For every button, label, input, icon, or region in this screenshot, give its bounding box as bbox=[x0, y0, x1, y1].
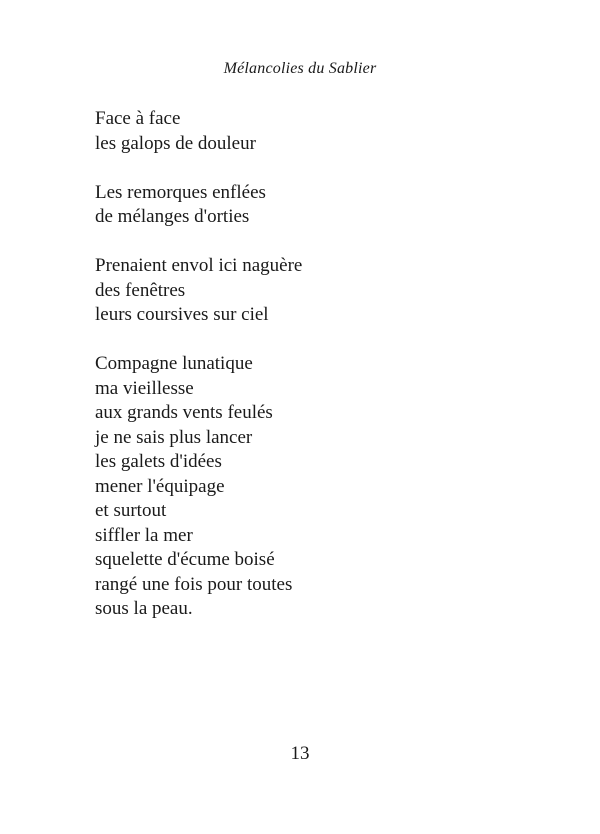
poem-line: des fenêtres bbox=[95, 279, 186, 301]
poem-line: rangé une fois pour toutes bbox=[95, 573, 293, 595]
stanza-1 bbox=[95, 107, 302, 156]
poem-line: et surtout bbox=[95, 500, 167, 521]
poem-line: Face à face bbox=[95, 108, 181, 129]
running-title: Mélancolies du Sablier bbox=[223, 60, 377, 77]
poem-line: les galops de douleur bbox=[95, 132, 256, 154]
poem-line: leurs coursives sur ciel bbox=[95, 304, 269, 325]
stanza-4 bbox=[95, 352, 302, 622]
poem-line: de mélanges d'orties bbox=[95, 206, 250, 227]
poem-line: ma vieillesse bbox=[95, 377, 194, 399]
stanza-2 bbox=[95, 181, 302, 230]
poem-line: Prenaient envol ici naguère bbox=[95, 255, 303, 276]
page-number: 13 bbox=[290, 743, 310, 764]
poem-line: mener l'équipage bbox=[95, 475, 225, 497]
poem-body bbox=[95, 107, 302, 622]
poem-line: squelette d'écume boisé bbox=[95, 549, 275, 570]
poem-line: siffler la mer bbox=[95, 524, 193, 546]
poem-line: aux grands vents feulés bbox=[95, 402, 273, 423]
poem-line: sous la peau. bbox=[95, 598, 193, 619]
stanza-3 bbox=[95, 254, 302, 328]
poem-line: Compagne lunatique bbox=[95, 353, 253, 374]
poem-line: je ne sais plus lancer bbox=[95, 426, 253, 448]
poem-line: Les remorques enflées bbox=[95, 181, 266, 203]
poem-line: les galets d'idées bbox=[95, 451, 222, 472]
